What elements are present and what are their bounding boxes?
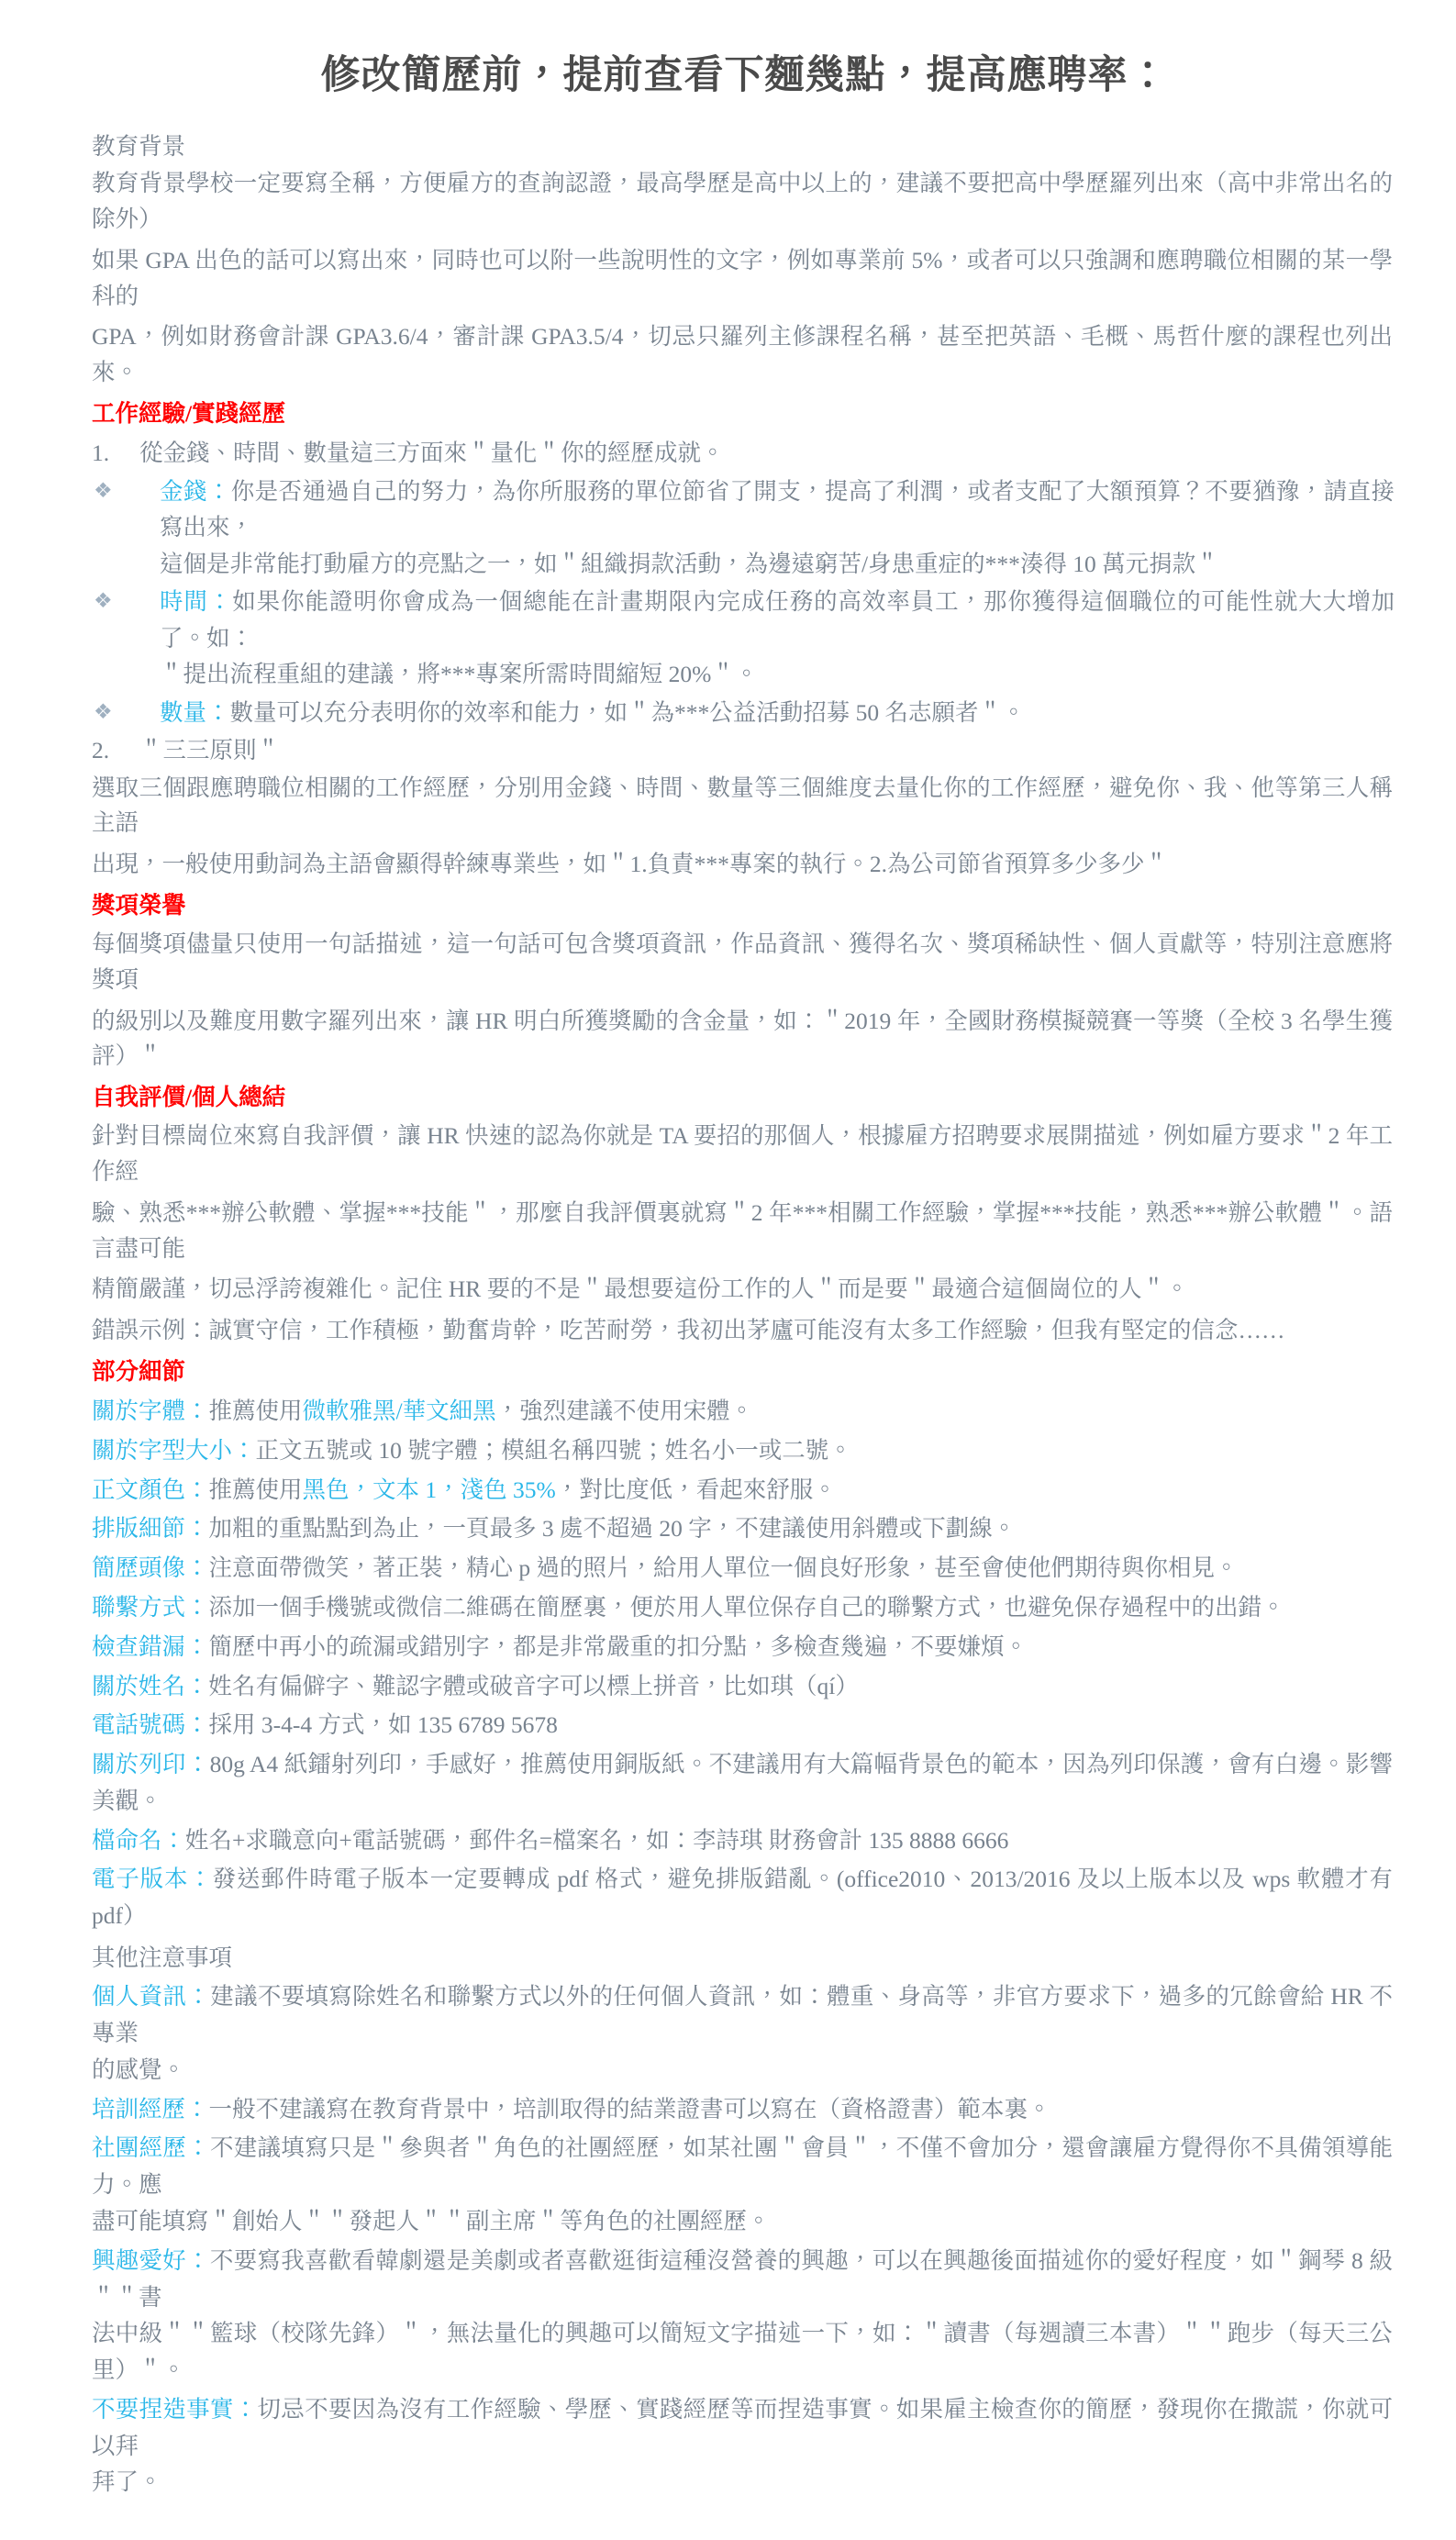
detail-item-font-size <box>92 1432 1393 1469</box>
detail-post-font: ，強烈建議不使用宋體。 <box>495 1398 754 1425</box>
list-item-diamond-time <box>92 584 1397 693</box>
bullet-sep-money: ： <box>206 477 231 505</box>
detail-pre-name: 姓名有偏僻字、難認字體或破音字可以標上拼音，比如琪（qí） <box>208 1672 859 1699</box>
self-evaluation-paragraph-2: 驗、熟悉***辦公軟體、掌握***技能＂，那麼自我評價裏就寫＂2 年***相關工作經驗，掌握***技能，熟悉***辦公軟體＂。語言盡可能 <box>92 1198 1393 1262</box>
detail-item-body-color <box>92 1472 1393 1509</box>
other-note-text-no-fabrication: 切忌不要因為沒有工作經驗、學歷、實踐經歷等而捏造事實。如果雇主檢查你的簡歷，發現你在撒謊，你就可以拜 <box>92 2395 1393 2459</box>
other-note-label-hobbies: 興趣愛好 <box>92 2246 187 2274</box>
bullet-content-quantity <box>160 695 1395 731</box>
section-heading-work-experience: 工作經驗/實踐經歷 <box>92 399 286 427</box>
diamond-bullet-icon: ❖ <box>94 478 113 502</box>
detail-label-font: 關於字體 <box>92 1398 186 1425</box>
list-marker-1: 1. <box>92 440 110 467</box>
detail-accent-font: 微軟雅黑/華文細黑 <box>302 1398 496 1425</box>
detail-item-photo <box>92 1550 1393 1587</box>
other-note-hobbies <box>92 2243 1393 2389</box>
detail-label-printing: 關於列印 <box>92 1751 186 1778</box>
detail-label-photo: 簡歷頭像 <box>92 1554 186 1582</box>
detail-label-layout: 排版細節 <box>92 1515 186 1543</box>
list-item-text-2: ＂三三原則＂ <box>139 737 281 764</box>
other-note-label-training: 培訓經歷 <box>92 2095 186 2122</box>
detail-sep-contact: ： <box>185 1593 209 1621</box>
other-note-no-fabrication <box>92 2391 1393 2501</box>
detail-item-contact <box>92 1589 1393 1626</box>
detail-pre-printing: 80g A4 紙鐳射列印，手感好，推薦使用銅版紙。不建議用有大篇幅背景色的範本，因為列印保護，會有白邊。影響美觀。 <box>92 1751 1393 1814</box>
detail-sep-font: ： <box>185 1398 209 1425</box>
bullet-line1-money: 你是否通過自己的努力，為你所服務的單位節省了開支，提高了利潤，或者支配了大額預算？不要猶豫，請直接寫出來， <box>160 477 1395 541</box>
detail-item-filename <box>92 1822 1393 1859</box>
other-note-sep-personal-info: ： <box>186 1983 211 2011</box>
detail-label-phone: 電話號碼 <box>92 1711 186 1739</box>
awards-paragraph-1: 每個獎項儘量只使用一句話描述，這一句話可包含獎項資訊，作品資訊、獲得名次、獎項稀缺性、個人貢獻等，特別注意應將獎項 <box>92 930 1393 993</box>
section-heading-education: 教育背景 <box>92 132 186 160</box>
bullet-line1-quantity: 數量可以充分表明你的效率和能力，如＂為***公益活動招募 50 名志願者＂。 <box>229 698 1026 726</box>
detail-sep-phone: ： <box>185 1711 209 1739</box>
other-note-training <box>92 2091 1393 2128</box>
detail-pre-proofread: 簡歷中再小的疏漏或錯別字，都是非常嚴重的扣分點，多檢查幾遍，不要嫌煩。 <box>208 1632 1028 1660</box>
detail-sep-font-size: ： <box>232 1436 256 1464</box>
other-note-text-personal-info: 建議不要填寫除姓名和聯繫方式以外的任何個人資訊，如：體重、身高等，非官方要求下，過多的冗餘會給 HR 不專業 <box>92 1983 1393 2047</box>
other-note-sep-no-fabrication: ： <box>233 2395 258 2423</box>
other-note-sep-hobbies: ： <box>186 2246 210 2274</box>
education-paragraph-1: 教育背景學校一定要寫全稱，方便雇方的查詢認證，最高學歷是高中以上的，建議不要把高中學歷羅列出來（高中非常出名的除外） <box>92 170 1393 233</box>
education-paragraph-2: 如果 GPA 出色的話可以寫出來，同時也可以附一些說明性的文字，例如專業前 5%，或者可以只強調和應聘職位相關的某一學科的 <box>92 246 1393 309</box>
detail-label-filename: 檔命名 <box>92 1826 162 1854</box>
detail-sep-electronic-version: ： <box>188 1866 213 1893</box>
detail-label-proofread: 檢查錯漏 <box>92 1632 186 1660</box>
detail-item-printing <box>92 1746 1393 1820</box>
detail-sep-filename: ： <box>161 1826 186 1854</box>
other-note-club <box>92 2130 1393 2239</box>
diamond-bullet-icon: ❖ <box>94 699 113 723</box>
bullet-sep-time: ： <box>207 588 233 616</box>
diamond-bullet-icon: ❖ <box>94 589 113 613</box>
detail-pre-contact: 添加一個手機號或微信二維碼在簡歷裏，便於用人單位保存自己的聯繫方式，也避免保存過程中的出錯。 <box>208 1593 1285 1621</box>
education-paragraph-3: GPA，例如財務會計課 GPA3.6/4，審計課 GPA3.5/4，切忌只羅列主修課程名稱，甚至把英語、毛概、馬哲什麼的課程也列出來。 <box>92 323 1393 386</box>
detail-label-name: 關於姓名 <box>92 1672 186 1699</box>
other-note-cont-no-fabrication: 拜了。 <box>92 2468 162 2496</box>
detail-label-electronic-version: 電子版本 <box>92 1866 189 1893</box>
bullet-label-quantity: 數量 <box>160 698 207 726</box>
detail-pre-font: 推薦使用 <box>208 1398 303 1425</box>
bullet-line2-money: 這個是非常能打動雇方的亮點之一，如＂組織捐款活動，為邊遠窮苦/身患重症的***湊得 10 萬元捐款＂ <box>160 550 1219 577</box>
bullet-sep-quantity: ： <box>206 698 230 726</box>
detail-item-electronic-version <box>92 1861 1393 1934</box>
awards-paragraph-2: 的級別以及難度用數字羅列出來，讓 HR 明白所獲獎勵的含金量，如：＂2019 年，全國財務模擬競賽一等獎（全校 3 名學生獲評）＂ <box>92 1007 1393 1070</box>
detail-item-phone <box>92 1707 1393 1743</box>
other-note-text-club: 不建議填寫只是＂參與者＂角色的社團經歷，如某社團＂會員＂，不僅不會加分，還會讓雇方覺得你不具備領導能力。應 <box>92 2134 1393 2199</box>
list-item-diamond-quantity <box>92 695 1397 731</box>
list-item-diamond-money <box>92 473 1397 583</box>
list-marker-2: 2. <box>92 737 110 764</box>
other-note-cont-club: 盡可能填寫＂創始人＂＂發起人＂＂副主席＂等角色的社團經歷。 <box>92 2207 771 2234</box>
detail-sep-printing: ： <box>185 1751 210 1778</box>
detail-pre-electronic-version: 發送郵件時電子版本一定要轉成 pdf 格式，避免排版錯亂。(office2010、2013/2016 及以上版本以及 wps 軟體才有 pdf） <box>92 1866 1393 1930</box>
self-evaluation-paragraph-3: 精簡嚴謹，切忌浮誇複雜化。記住 HR 要的不是＂最想要這份工作的人＂而是要＂最適合這個崗位的人＂。 <box>92 1276 1189 1303</box>
detail-post-body-color: ，對比度低，看起來舒服。 <box>555 1476 837 1503</box>
detail-item-font <box>92 1393 1393 1430</box>
other-note-label-club: 社團經歷 <box>92 2134 187 2162</box>
work-experience-paragraph-1: 選取三個跟應聘職位相關的工作經歷，分別用金錢、時間、數量等三個維度去量化你的工作經歷，避免你、我、他等第三人稱主語 <box>92 774 1393 837</box>
detail-pre-phone: 採用 3-4-4 方式，如 135 6789 5678 <box>208 1711 558 1739</box>
detail-pre-font-size: 正文五號或 10 號字體；模組名稱四號；姓名小一或二號。 <box>255 1436 852 1464</box>
section-heading-awards: 獎項榮譽 <box>92 891 186 919</box>
list-item-numbered-1 <box>92 435 1397 472</box>
page-title: 修改簡歷前，提前查看下麵幾點，提高應聘率： <box>320 54 1169 97</box>
detail-label-font-size: 關於字型大小 <box>92 1436 233 1464</box>
detail-sep-proofread: ： <box>185 1632 209 1660</box>
list-item-text-1: 從金錢、時間、數量這三方面來＂量化＂你的經歷成就。 <box>139 440 725 467</box>
bullet-label-time: 時間 <box>160 588 208 616</box>
other-note-sep-club: ： <box>186 2134 210 2162</box>
other-note-text-training: 一般不建議寫在教育背景中，培訓取得的結業證書可以寫在（資格證書）範本裏。 <box>208 2095 1051 2122</box>
self-evaluation-paragraph-1: 針對目標崗位來寫自我評價，讓 HR 快速的認為你就是 TA 要招的那個人，根據雇方招聘要求展開描述，例如雇方要求＂2 年工作經 <box>92 1122 1393 1186</box>
detail-sep-body-color: ： <box>185 1476 209 1503</box>
detail-pre-body-color: 推薦使用 <box>208 1476 303 1503</box>
detail-accent-body-color: 黑色，文本 1，淺色 35% <box>302 1476 556 1503</box>
detail-pre-filename: 姓名+求職意向+電話號碼，郵件名=檔案名，如：李詩琪 財務會計 135 8888 6666 <box>185 1826 1009 1854</box>
detail-pre-photo: 注意面帶微笑，著正裝，精心 p 過的照片，給用人單位一個良好形象，甚至會使他們期待與你相見。 <box>208 1554 1239 1582</box>
bullet-line2-time: ＂提出流程重組的建議，將***專案所需時間縮短 20%＂。 <box>160 661 759 688</box>
section-heading-self-evaluation: 自我評價/個人總結 <box>92 1084 286 1111</box>
other-note-cont-personal-info: 的感覺。 <box>92 2055 186 2083</box>
detail-item-proofread <box>92 1629 1393 1665</box>
list-item-numbered-2 <box>92 732 1397 769</box>
detail-pre-layout: 加粗的重點點到為止，一頁最多 3 處不超過 20 字，不建議使用斜體或下劃線。 <box>208 1515 1017 1543</box>
other-note-label-no-fabrication: 不要捏造事實 <box>92 2395 234 2423</box>
bullet-line1-time: 如果你能證明你會成為一個總能在計畫期限內完成任務的高效率員工，那你獲得這個職位的可能性就大大增加了。如： <box>160 588 1395 652</box>
other-note-text-hobbies: 不要寫我喜歡看韓劇還是美劇或者喜歡逛街這種沒營養的興趣，可以在興趣後面描述你的愛好程度，如＂鋼琴 8 級＂＂書 <box>92 2246 1393 2311</box>
section-heading-other-notes: 其他注意事項 <box>92 1944 233 1971</box>
detail-sep-photo: ： <box>185 1554 209 1582</box>
detail-sep-name: ： <box>185 1672 209 1699</box>
bullet-content-money <box>160 473 1395 583</box>
section-heading-details: 部分細節 <box>92 1357 186 1385</box>
other-note-cont-hobbies: 法中級＂＂籃球（校隊先鋒）＂，無法量化的興趣可以簡短文字描述一下，如：＂讀書（每週讀三本書）＂＂跑步（每天三公里）＂。 <box>92 2320 1393 2384</box>
detail-label-body-color: 正文顏色 <box>92 1476 186 1503</box>
work-experience-paragraph-2: 出現，一般使用動詞為主語會顯得幹練專業些，如＂1.負責***專案的執行。2.為公司節省預算多少多少＂ <box>92 851 1169 878</box>
detail-sep-layout: ： <box>185 1515 209 1543</box>
detail-item-layout <box>92 1510 1393 1547</box>
other-note-sep-training: ： <box>185 2095 209 2122</box>
bullet-label-money: 金錢 <box>160 477 207 505</box>
other-note-label-personal-info: 個人資訊 <box>92 1983 187 2011</box>
detail-item-name <box>92 1668 1393 1705</box>
detail-label-contact: 聯繫方式 <box>92 1593 186 1621</box>
other-note-personal-info <box>92 1978 1393 2088</box>
self-evaluation-paragraph-4: 錯誤示例：誠實守信，工作積極，勤奮肯幹，吃苦耐勞，我初出茅廬可能沒有太多工作經驗，但我有堅定的信念…… <box>92 1317 1285 1344</box>
bullet-content-time <box>160 584 1395 693</box>
